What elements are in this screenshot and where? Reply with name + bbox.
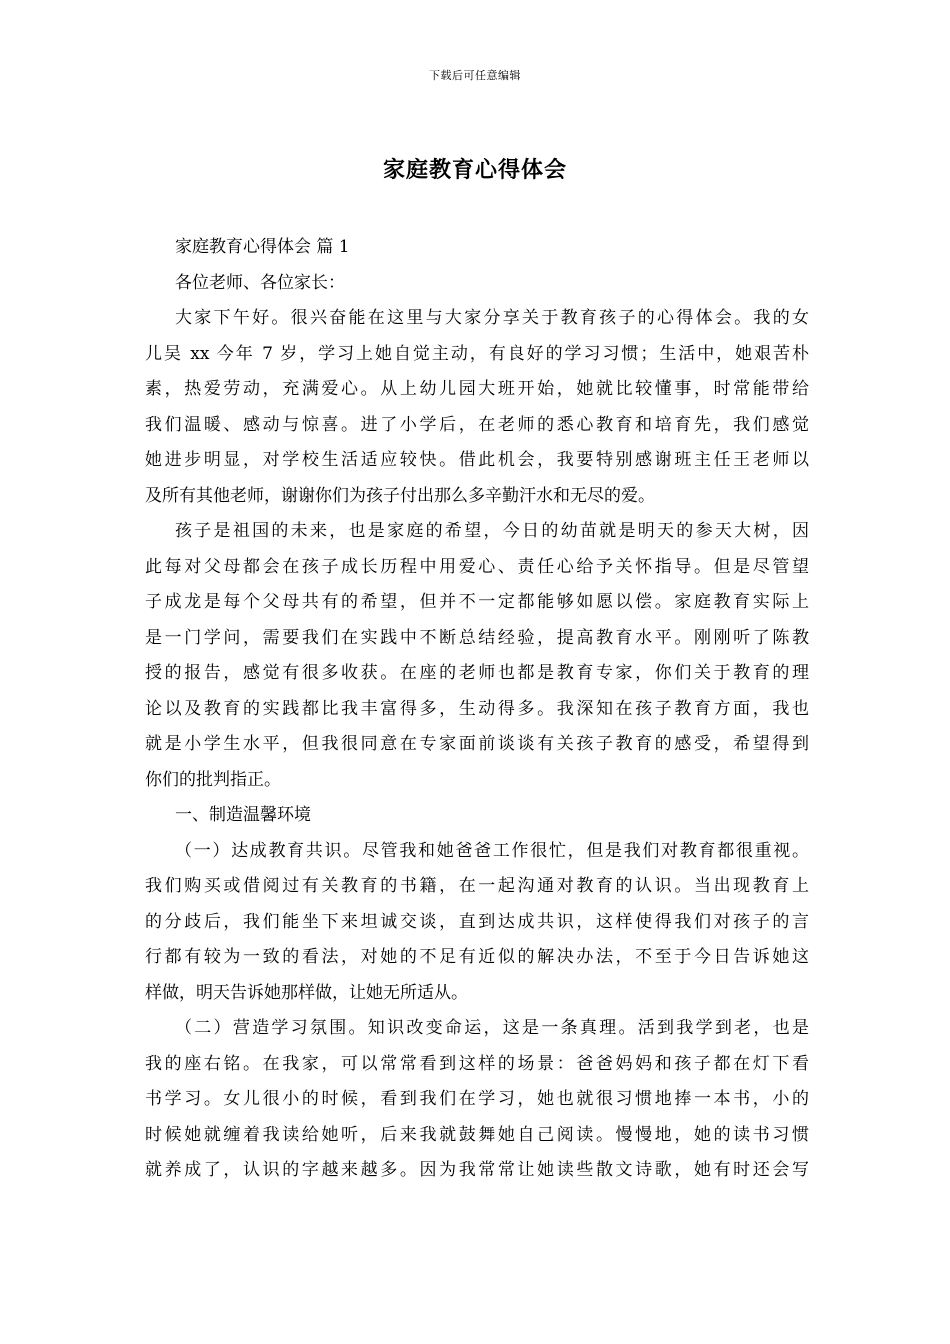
paragraph-line: 书学习。女儿很小的时候，看到我们在学习，她也就很习惯地捧一本书，小的 xyxy=(145,1089,809,1109)
paragraph-line: 时候她就缠着我读给她听，后来我就鼓舞她自己阅读。慢慢地，她的读书习惯 xyxy=(145,1124,809,1145)
paragraph-line: 行都有较为一致的看法，对她的不足有近似的解决办法，不至于今日告诉她这 xyxy=(145,947,809,967)
paragraph-line: 素，热爱劳动，充满爱心。从上幼儿园大班开始，她就比较懂事，时常能带给 xyxy=(145,379,809,399)
paragraph-line: 我的座右铭。在我家，可以常常看到这样的场景：爸爸妈妈和孩子都在灯下看 xyxy=(145,1053,809,1074)
paragraph-line: 就是小学生水平，但我很同意在专家面前谈谈有关孩子教育的感受，希望得到 xyxy=(145,734,809,754)
paragraph-line: 子成龙是每个父母共有的希望，但并不一定都能够如愿以偿。家庭教育实际上 xyxy=(145,592,809,612)
paragraph-line: 儿吴 xx 今年 7 岁，学习上她自觉主动，有良好的学习习惯；生活中，她艰苦朴 xyxy=(145,343,809,364)
paragraph-line: 论以及教育的实践都比我丰富得多，生动得多。我深知在孩子教育方面，我也 xyxy=(145,698,809,719)
paragraph-line: （二）营造学习氛围。知识改变命运，这是一条真理。活到我学到老，也是 xyxy=(175,1018,809,1038)
paragraph-line: 我们购买或借阅过有关教育的书籍，在一起沟通对教育的认识。当出现教育上 xyxy=(145,876,809,896)
document-body xyxy=(145,230,809,1189)
paragraph-line: 此每对父母都会在孩子成长历程中用爱心、责任心给予关怀指导。但是尽管望 xyxy=(145,556,809,577)
paragraph-line: （一）达成教育共识。尽管我和她爸爸工作很忙，但是我们对教育都很重视。 xyxy=(175,840,809,861)
paragraph-line: 你们的批判指正。 xyxy=(145,769,281,790)
paragraph-line: 她进步明显，对学校生活适应较快。借此机会，我要特别感谢班主任王老师以 xyxy=(145,450,809,470)
section-heading: 家庭教育心得体会 篇 1 xyxy=(175,237,350,257)
paragraph-line: 样做，明天告诉她那样做，让她无所适从。 xyxy=(145,982,468,1003)
paragraph-line: 及所有其他老师，谢谢你们为孩子付出那么多辛勤汗水和无尽的爱。 xyxy=(145,485,655,506)
paragraph-line: 就养成了，认识的字越来越多。因为我常常让她读些散文诗歌，她有时还会写 xyxy=(145,1160,809,1180)
paragraph-line: 是一门学问，需要我们在实践中不断总结经验，提高教育水平。刚刚听了陈教 xyxy=(145,627,809,648)
document-title: 家庭教育心得体会 xyxy=(382,157,567,183)
subheading: 一、制造温馨环境 xyxy=(175,805,311,825)
header-note: 下载后可任意编辑 xyxy=(429,69,521,82)
paragraph-line: 大家下午好。很兴奋能在这里与大家分享关于教育孩子的心得体会。我的女 xyxy=(175,308,809,328)
paragraph-line: 我们温暖、感动与惊喜。进了小学后，在老师的悉心教育和培育先，我们感觉 xyxy=(145,414,809,435)
salutation: 各位老师、各位家长： xyxy=(175,272,345,293)
paragraph-line: 授的报告，感觉有很多收获。在座的老师也都是教育专家，你们关于教育的理 xyxy=(145,663,809,683)
paragraph-line: 的分歧后，我们能坐下来坦诚交谈，直到达成共识，这样使得我们对孩子的言 xyxy=(145,911,809,932)
paragraph-line: 孩子是祖国的未来，也是家庭的希望，今日的幼苗就是明天的参天大树，因 xyxy=(175,521,809,541)
